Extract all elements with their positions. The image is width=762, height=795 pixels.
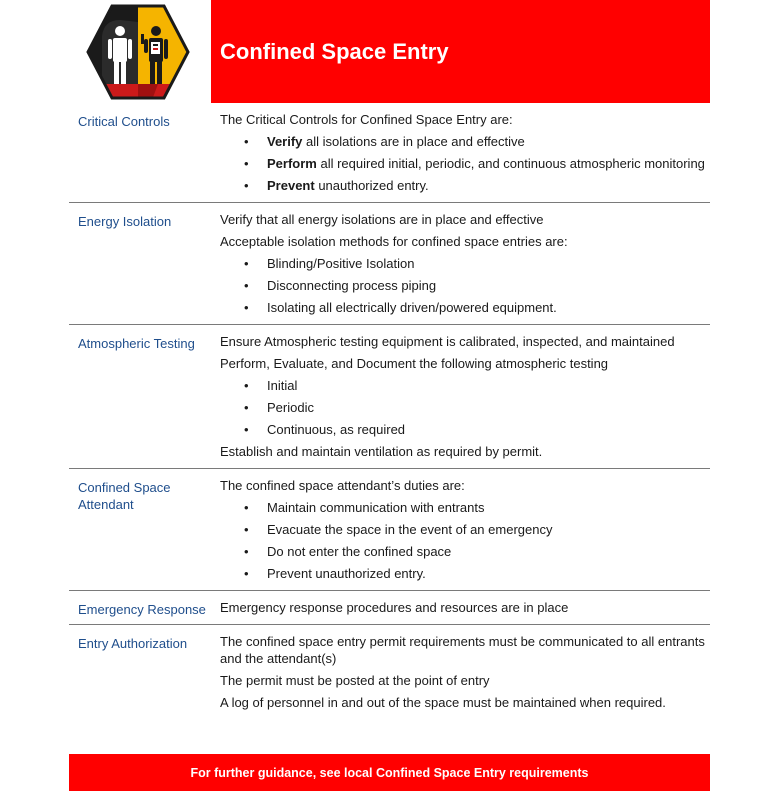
list-item [220,177,710,194]
list-item [220,299,710,316]
bullet-icon: • [244,566,249,581]
section-label: Atmospheric Testing [78,336,195,351]
list-item-text: Maintain communication with entrants [267,500,485,515]
page-title: Confined Space Entry [220,38,449,64]
section-label: Emergency Response [78,602,206,617]
list-item-text: Periodic [267,400,314,415]
list-item-text: Continuous, as required [267,422,406,437]
section-label: Critical Controls [78,114,170,129]
list-item [220,565,710,582]
section-content [211,103,710,202]
section-paragraph: The confined space attendant’s duties are: [220,478,465,493]
bullet-list [220,133,710,194]
section-row [69,103,710,203]
bullet-icon: • [244,134,249,149]
list-item [220,255,710,272]
bullet-list [220,377,710,438]
controls-table [69,103,710,719]
bullet-icon: • [244,256,249,271]
section-paragraph: Ensure Atmospheric testing equipment is calibrated, inspected, and maintained [220,334,675,349]
section-label: Entry Authorization [78,636,188,651]
section-label: Energy Isolation [78,214,172,229]
list-item-text: unauthorized entry. [314,178,429,193]
list-item [220,277,710,294]
footer-text: For further guidance, see local Confined Space Entry requirements [190,765,589,780]
section-label: Confined Space Attendant [78,480,171,512]
list-item [220,377,710,394]
section-content [211,203,710,324]
bullet-icon: • [244,544,249,559]
bullet-icon: • [244,156,249,171]
bullet-icon: • [244,500,249,515]
section-paragraph: Establish and maintain ventilation as required by permit. [220,444,543,459]
list-item-emphasis: Perform [267,156,317,171]
list-item-text: Disconnecting process piping [267,278,437,293]
section-paragraph: A log of personnel in and out of the space must be maintained when required. [220,695,666,710]
bullet-list [220,255,710,316]
list-item-text: Prevent unauthorized entry. [267,566,426,581]
list-item-emphasis: Verify [267,134,303,149]
bullet-icon: • [244,278,249,293]
section-paragraph: The Critical Controls for Confined Space Entry are: [220,112,513,127]
list-item [220,133,710,150]
list-item-text: Initial [267,378,298,393]
section-paragraph: The permit must be posted at the point of entry [220,673,490,688]
list-item-text: Blinding/Positive Isolation [267,256,415,271]
list-item-text: all required initial, periodic, and continuous atmospheric monitoring [316,156,705,171]
title-bar [211,0,710,103]
list-item-text: Do not enter the confined space [267,544,452,559]
list-item [220,499,710,516]
list-item [220,421,710,438]
section-row [69,469,710,591]
bullet-icon: • [244,522,249,537]
section-row [69,591,710,625]
bullet-icon: • [244,422,249,437]
section-paragraph: Perform, Evaluate, and Document the following atmospheric testing [220,356,609,371]
bullet-icon: • [244,178,249,193]
section-content [211,469,710,590]
list-item-emphasis: Prevent [267,178,315,193]
bullet-list [220,499,710,582]
section-row [69,625,710,719]
list-item [220,155,710,172]
list-item [220,399,710,416]
section-paragraph: Acceptable isolation methods for confined space entries are: [220,234,568,249]
bullet-icon: • [244,378,249,393]
footer-banner [69,754,710,791]
section-content [211,625,710,719]
section-row [69,325,710,469]
list-item [220,521,710,538]
section-row [69,203,710,325]
list-item [220,543,710,560]
section-paragraph: The confined space entry permit requirements must be communicated to all entrants and the attendant(s) [220,634,705,666]
confined-space-hazard-icon [86,4,190,100]
bullet-icon: • [244,400,249,415]
section-paragraph: Emergency response procedures and resources are in place [220,600,569,615]
section-content [211,325,710,468]
list-item-text: Isolating all electrically driven/powered equipment. [267,300,557,315]
section-paragraph: Verify that all energy isolations are in place and effective [220,212,544,227]
list-item-text: Evacuate the space in the event of an emergency [267,522,553,537]
section-content [211,591,710,624]
bullet-icon: • [244,300,249,315]
list-item-text: all isolations are in place and effective [302,134,525,149]
